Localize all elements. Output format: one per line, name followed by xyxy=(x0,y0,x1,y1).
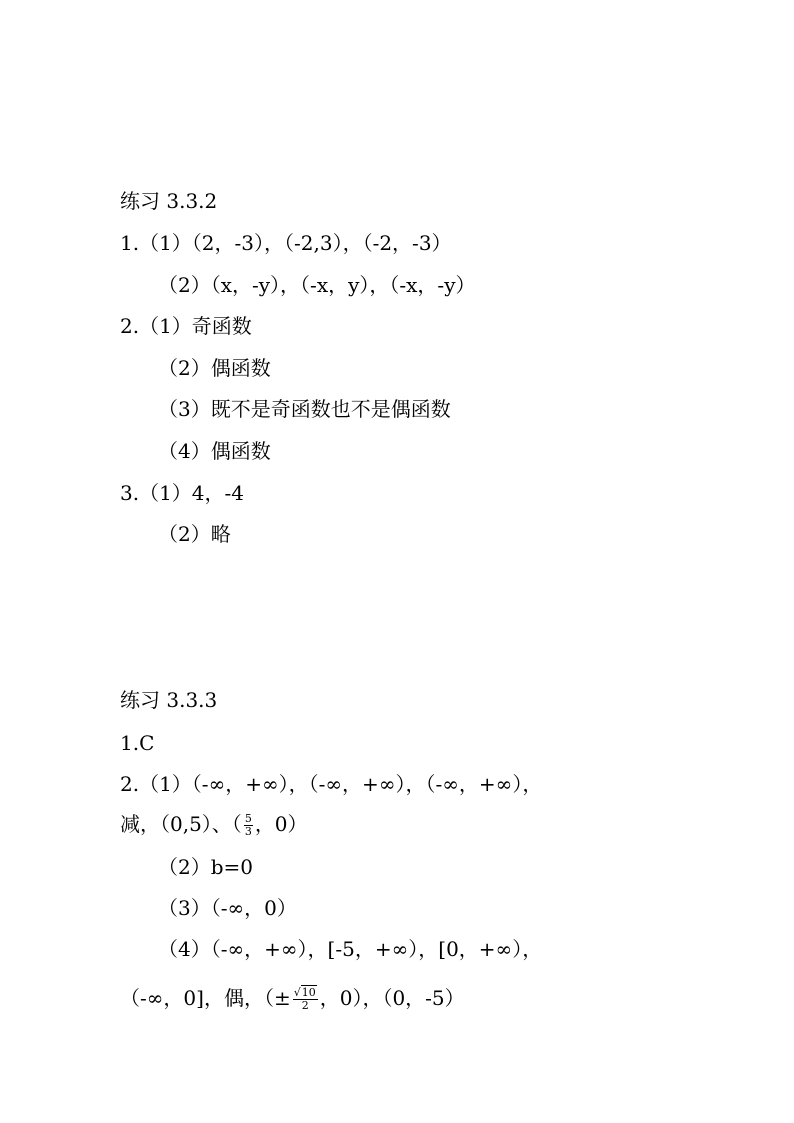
answer-line: （4）偶函数 xyxy=(158,439,271,463)
section-title: 练习 3.3.2 xyxy=(120,189,218,213)
answer-line: 2.（1）（-∞，+∞），（-∞，+∞），（-∞，+∞）， xyxy=(120,772,543,796)
answer-line: （3）既不是奇函数也不是偶函数 xyxy=(158,397,451,421)
answer-text: 减，（0,5）、（ xyxy=(120,812,242,836)
answer-line: （3）（-∞，0） xyxy=(158,896,297,920)
sqrt-radicand: 10 xyxy=(301,986,316,999)
sqrt xyxy=(294,987,317,999)
fraction-denominator: 3 xyxy=(244,825,252,838)
fraction xyxy=(244,813,253,838)
answer-line: （2）略 xyxy=(158,522,231,546)
answer-line: 3.（1）4，-4 xyxy=(120,481,245,505)
answer-line: （2）偶函数 xyxy=(158,356,271,380)
answer-line xyxy=(120,986,465,1012)
fraction-numerator: 5 xyxy=(244,812,252,825)
answer-text: ，0），（0，-5） xyxy=(319,986,465,1010)
answer-line: （4）（-∞，+∞），[-5，+∞），[0，+∞）， xyxy=(158,937,543,961)
answer-line: 2.（1）奇函数 xyxy=(120,314,252,338)
answer-line: （2）b=0 xyxy=(158,855,254,879)
answer-text: （-∞，0]，偶，（± xyxy=(120,986,291,1010)
answer-line xyxy=(120,812,308,838)
answer-line: 1.（1）（2，-3），（-2,3），（-2，-3） xyxy=(120,231,452,255)
section-title: 练习 3.3.3 xyxy=(120,688,218,712)
answer-line: 1.C xyxy=(120,731,155,755)
answer-line: （2）（x，-y），（-x，y），（-x，-y） xyxy=(158,273,476,297)
sqrt-sign: √ xyxy=(293,986,301,999)
answer-text: ，0） xyxy=(254,812,308,836)
fraction-denominator: 2 xyxy=(301,999,309,1012)
fraction xyxy=(293,987,318,1012)
